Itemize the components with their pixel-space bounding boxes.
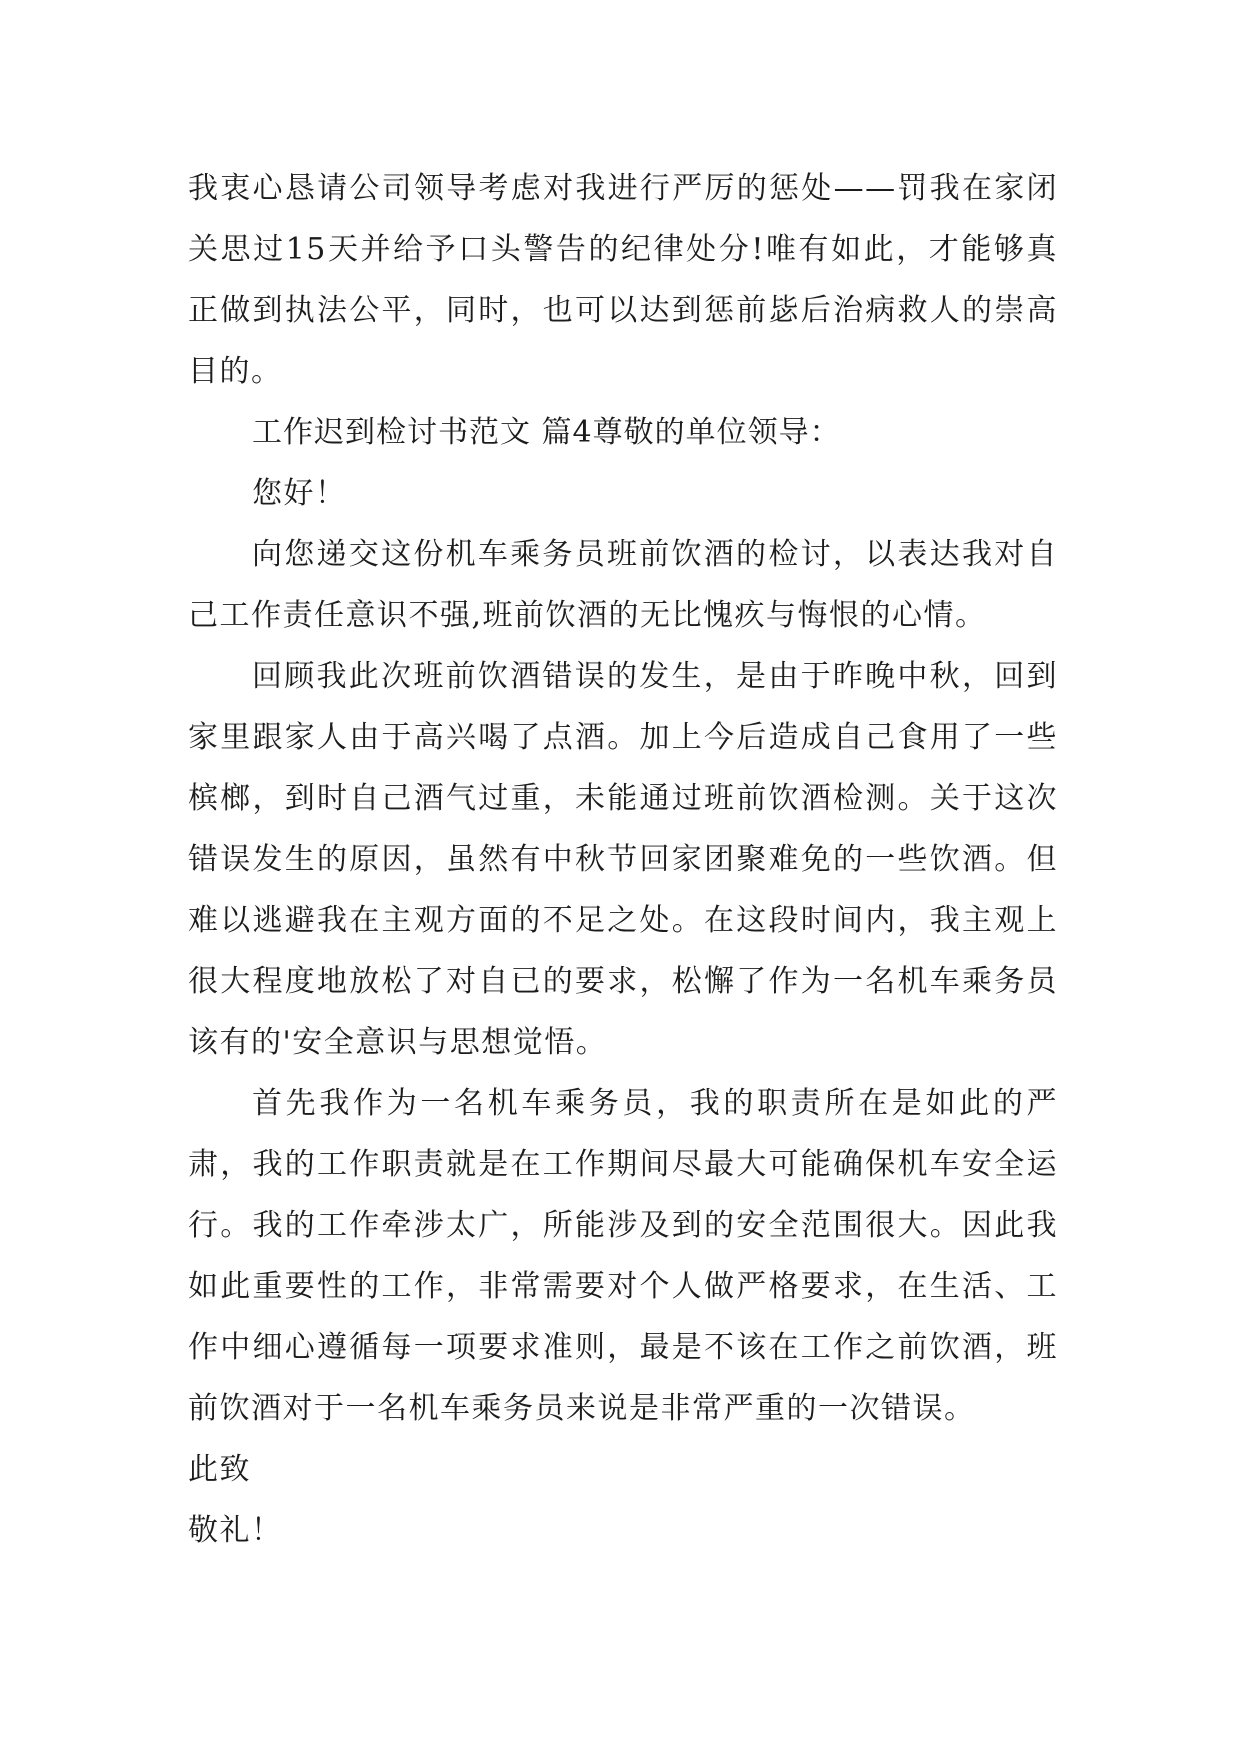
greeting: 您好！ bbox=[252, 476, 347, 511]
closing-ci-zhi: 此致 bbox=[188, 1452, 251, 1487]
paragraph-duty: 首先我作为一名机车乘务员，我的职责所在是如此的严肃，我的工作职责就是在工作期间尽最大可能确保机车安全运行。我的工作牵涉太广，所能涉及到的安全范围很大。因此我如此重要性的工作，非常需要对个人做严格要求，在生活、工作中细心遵循每一项要求准则，最是不该在工作之前饮酒，班前饮酒对于一名机车乘务员来说是非常严重的一次错误。 bbox=[188, 1086, 1058, 1426]
closing-jing-li: 敬礼！ bbox=[188, 1513, 283, 1548]
paragraph-intro: 向您递交这份机车乘务员班前饮酒的检讨，以表达我对自己工作责任意识不强,班前饮酒的无比愧疚与悔恨的心情。 bbox=[188, 537, 1058, 633]
paragraph-punishment-request: 我衷心恳请公司领导考虑对我进行严厉的惩处——罚我在家闭关思过15天并给予口头警告的纪律处分!唯有如此，才能够真正做到执法公平，同时，也可以达到惩前毖后治病救人的崇高目的。 bbox=[188, 171, 1058, 389]
section-heading-salutation: 工作迟到检讨书范文 篇4尊敬的单位领导： bbox=[252, 415, 841, 450]
document-body bbox=[188, 158, 1058, 1561]
paragraph-review: 回顾我此次班前饮酒错误的发生，是由于昨晚中秋，回到家里跟家人由于高兴喝了点酒。加上今后造成自己食用了一些槟榔，到时自己酒气过重，未能通过班前饮酒检测。关于这次错误发生的原因，虽然有中秋节回家团聚难免的一些饮酒。但难以逃避我在主观方面的不足之处。在这段时间内，我主观上很大程度地放松了对自已的要求，松懈了作为一名机车乘务员该有的'安全意识与思想觉悟。 bbox=[188, 659, 1058, 1060]
